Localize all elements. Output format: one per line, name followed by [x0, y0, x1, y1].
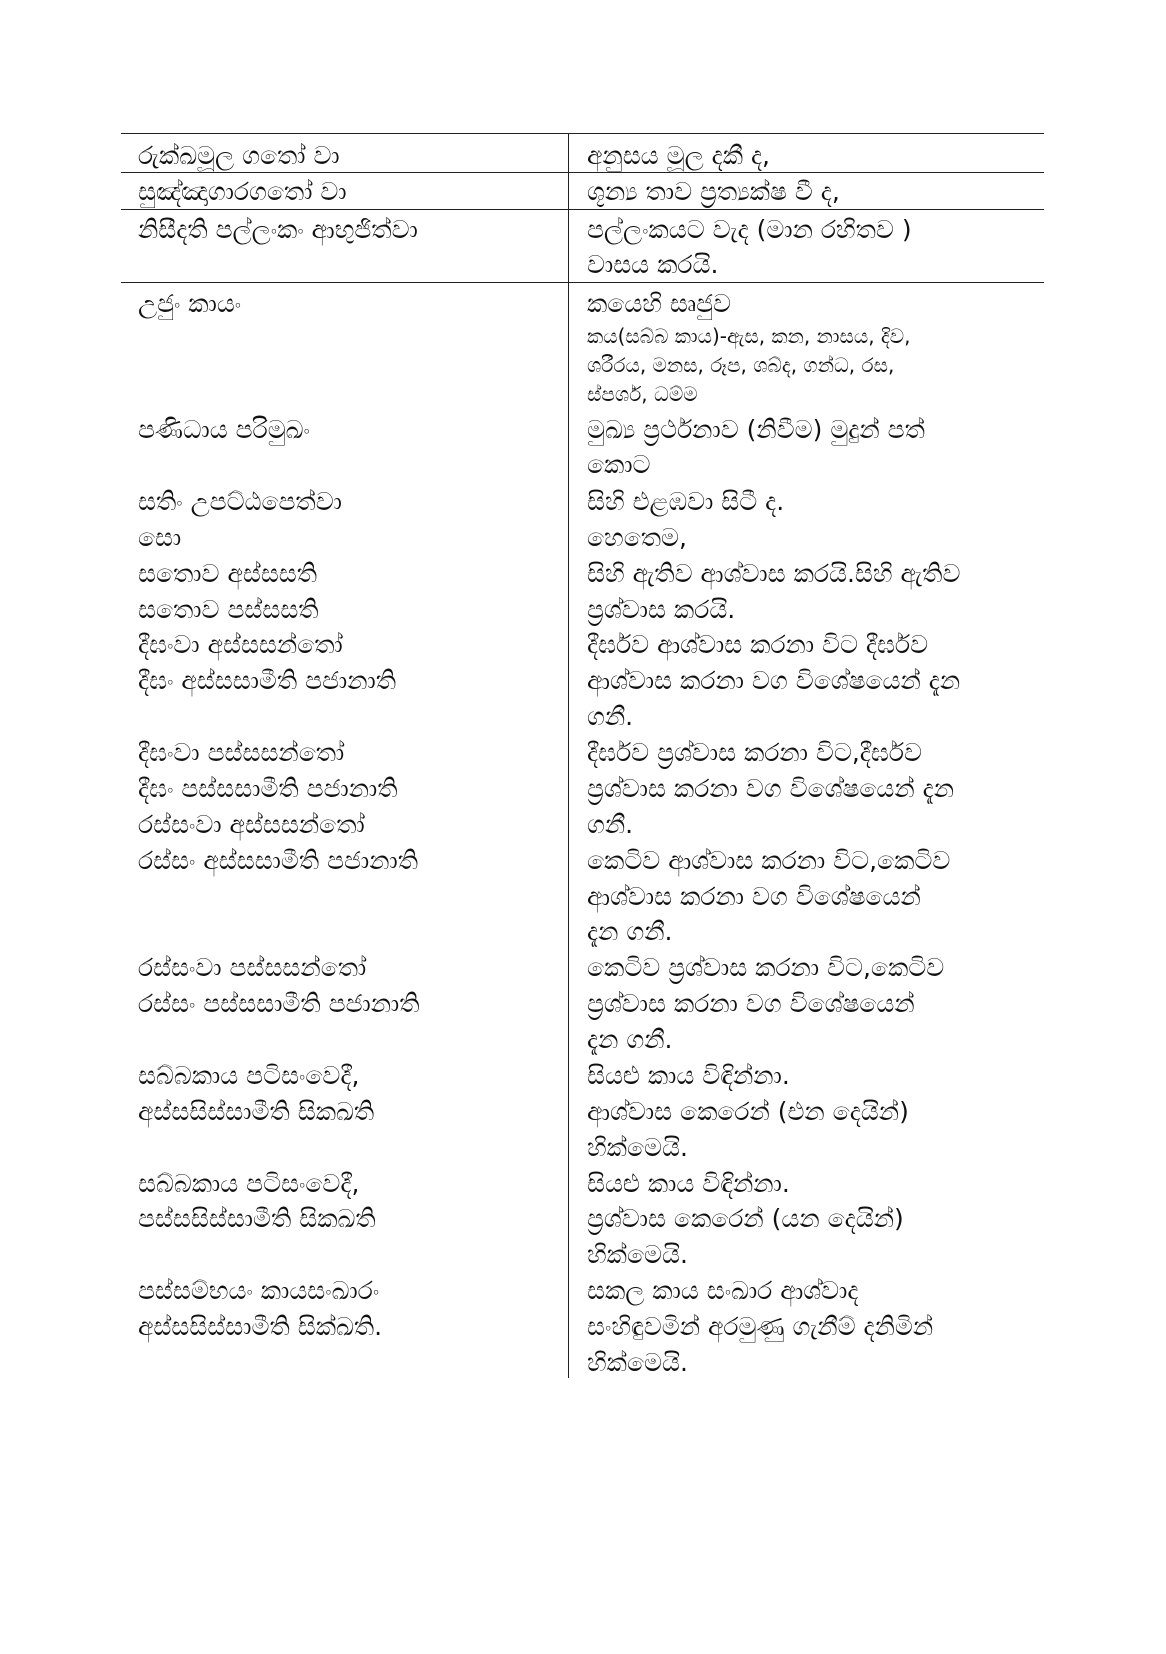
- table-cell-pali: නිසීදති පල්ලංකං ආභුජිත්වා: [138, 215, 418, 244]
- pali-line: රස්සංවා අස්සසන්තෝ: [138, 810, 365, 839]
- pali-line: සතිං උපට්ඨපෙත්වා: [138, 487, 342, 516]
- sinhala-line: දැන ගනී.: [587, 917, 673, 946]
- pali-line: දීඝං පස්සසාමීති පජානාති: [138, 774, 398, 803]
- sinhala-line: ගනී.: [587, 810, 634, 839]
- pali-line: රස්සංවා පස්සසන්තෝ: [138, 953, 367, 982]
- pali-line: සතොව පස්සසති: [138, 595, 319, 624]
- pali-line: පණිධාය පරිමුඛං: [138, 415, 310, 444]
- table-cell-sinhala: අනුසය මූල දකී ද,: [587, 141, 770, 170]
- sinhala-line: සියළු කාය විඳින්නා.: [587, 1169, 790, 1198]
- column-divider: [568, 133, 569, 1378]
- table-cell-sinhala: ශූන්‍ය තාව ප්‍රත්‍යක්ෂ වී ද,: [587, 177, 840, 206]
- pali-line: පස්සම්භයං කායසංඛාරං: [138, 1276, 380, 1305]
- pali-line: අස්සසිස්සාමීති සිකඛති: [138, 1097, 375, 1126]
- note-line: ස්පර්ශ, ධම්ම: [587, 382, 698, 406]
- pali-line: දීඝං අස්සසාමීති පජානාති: [138, 666, 397, 695]
- note-line: කය(සබ්බ කාය)-ඇස, කන, නාසය, දිව,: [587, 324, 911, 348]
- sinhala-line: ආශ්වාස කෙරෙන් (එන දෙයින්): [587, 1097, 909, 1126]
- sinhala-line: කයෙහි සෘජුව: [587, 289, 732, 318]
- table-cell-pali: සුඤ්ඤාගාරගතෝ වා: [138, 177, 347, 206]
- table-cell-sinhala: වාසය කරයි.: [587, 250, 719, 279]
- sinhala-line: මුඛ්‍ය ප්‍රර්ථනාව (නිවීම) මුදුන් පත්: [587, 415, 925, 444]
- sinhala-line: සකල කාය සංඛාර ආශ්වාද: [587, 1276, 859, 1305]
- pali-line: සබ්බකාය පටිසංවෙදී,: [138, 1061, 360, 1090]
- sinhala-line: ආශ්වාස කරනා වග විශේෂයෙන් දැන: [587, 666, 961, 695]
- sinhala-line: සංහිඳුවමින් අරමුණු ගැනීම් දනිමින්: [587, 1312, 934, 1341]
- sinhala-line: කෙටිව ප්‍රශ්වාස කරනා විට,කෙටිව: [587, 953, 945, 982]
- sinhala-line: හික්මෙයි.: [587, 1240, 688, 1269]
- sinhala-line: ගනී.: [587, 702, 634, 731]
- sinhala-line: ආශ්වාස කරනා වග විශේෂයෙන්: [587, 882, 921, 911]
- sinhala-line: දැන ගනී.: [587, 1025, 673, 1054]
- pali-line: අස්සසිස්සාමීති සික්ඛති.: [138, 1312, 383, 1341]
- sinhala-line: සිහි එළඹවා සිටී ද.: [587, 487, 785, 516]
- sinhala-line: දීර්ඝව ප්‍රශ්වාස කරනා විට,දීර්ඝව: [587, 738, 922, 767]
- sinhala-line: සිහි ඇතිව ආශ්වාස කරයි.සිහි ඇතිව: [587, 559, 961, 588]
- pali-line: සතොව අස්සසති: [138, 559, 318, 588]
- note-line: ශරීරය, මනස, රූප, ශබ්ද, ගන්ධ, රස,: [587, 353, 895, 377]
- table-top-rule: [121, 133, 1044, 134]
- sinhala-line: ප්‍රශ්වාස කරයි.: [587, 595, 736, 624]
- sinhala-line: හික්මෙයි.: [587, 1133, 688, 1162]
- table-cell-sinhala: පල්ලංකයට වැද (මාන රහිතව ): [587, 215, 912, 244]
- pali-line: රස්සං අස්සසාමීති පජානාති: [138, 846, 419, 875]
- sinhala-line: හෙතෙම,: [587, 523, 687, 552]
- pali-line: සබ්බකාය පටිසංවෙදී,: [138, 1169, 360, 1198]
- pali-line: උජුං කායං: [138, 289, 242, 318]
- table-cell-pali: රුක්ඛමූල ගතෝ වා: [138, 141, 340, 170]
- sinhala-line: ප්‍රශ්වාස කරනා වග විශේෂයෙන් දැන: [587, 774, 955, 803]
- sinhala-line: සියළු කාය විඳින්නා.: [587, 1061, 790, 1090]
- sinhala-line: හික්මෙයි.: [587, 1348, 688, 1377]
- sinhala-line: දීර්ඝව ආශ්වාස කරනා විට දීර්ඝව: [587, 630, 929, 659]
- pali-line: රස්සං පස්සසාමීති පජානාති: [138, 989, 420, 1018]
- pali-line: පස්සසිස්සාමීති සිකඛති: [138, 1204, 376, 1233]
- pali-line: දීඝංවා අස්සසන්තෝ: [138, 630, 343, 659]
- sinhala-line: කොට: [587, 450, 651, 479]
- pali-line: දීඝංවා පස්සසන්තෝ: [138, 738, 345, 767]
- sinhala-line: ප්‍රශ්වාස කරනා වග විශේෂයෙන්: [587, 989, 915, 1018]
- pali-line: සො: [138, 523, 182, 552]
- sinhala-line: ප්‍රශ්වාස කෙරෙන් (යන දෙයින්): [587, 1204, 904, 1233]
- table-section-rule: [121, 282, 1044, 283]
- sinhala-line: කෙටිව ආශ්වාස කරනා විට,කෙටිව: [587, 846, 951, 875]
